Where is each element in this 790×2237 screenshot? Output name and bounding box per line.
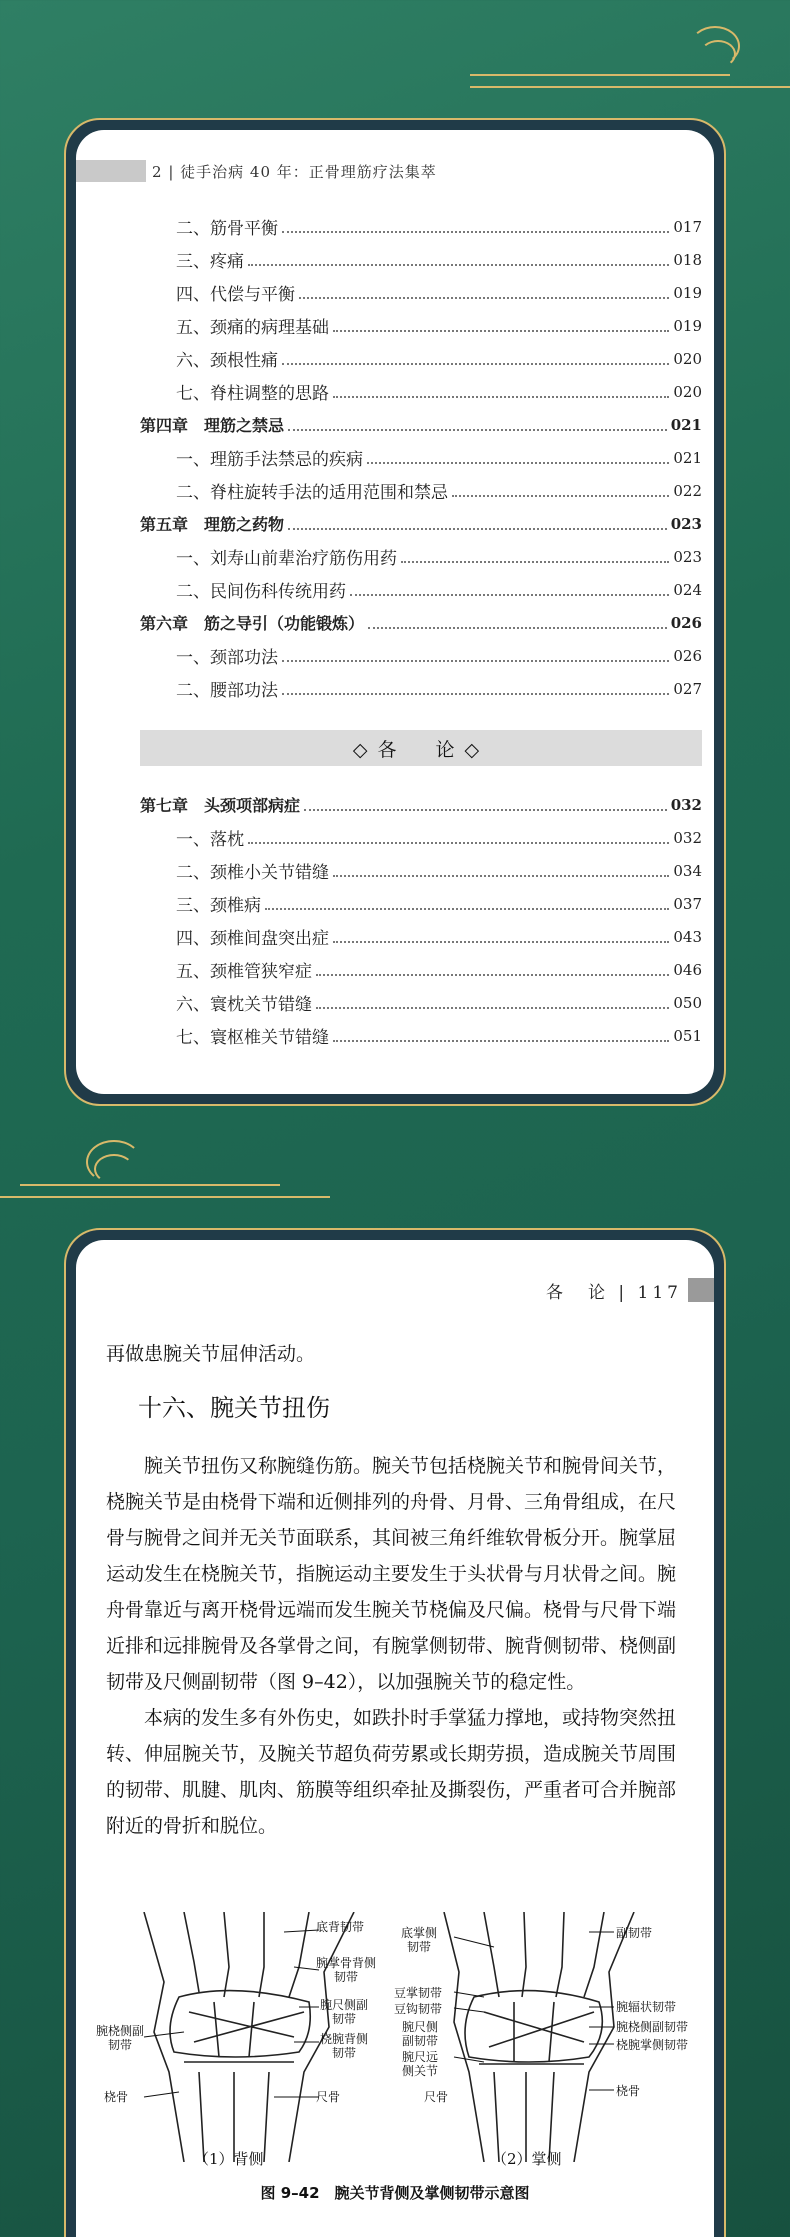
toc-title: 三、疼痛	[176, 252, 244, 272]
toc-page-number: 046	[673, 960, 702, 979]
toc-entry[interactable]	[140, 375, 702, 408]
toc-title: 第五章 理筋之药物	[140, 515, 285, 534]
header-text: 2 | 徒手治病 40 年：正骨理筋疗法集萃	[152, 162, 437, 181]
toc-title: 七、脊柱调整的思路	[176, 384, 329, 404]
toc-entry[interactable]	[140, 672, 702, 705]
toc-title: 二、腰部功法	[176, 681, 278, 701]
toc-title: 六、寰枕关节错缝	[176, 995, 312, 1015]
header-text: 各 论 | 117	[546, 1282, 682, 1303]
figure-label: 腕桡侧副韧带	[616, 2020, 689, 2034]
toc-title: 二、筋骨平衡	[176, 219, 278, 239]
toc-page-number: 020	[673, 349, 702, 368]
dot-leader	[288, 429, 667, 431]
figure-label: 腕尺侧副韧带	[319, 1998, 368, 2026]
toc-entry[interactable]	[140, 986, 702, 1019]
toc-page-number: 024	[673, 580, 702, 599]
toc-title: 四、代偿与平衡	[176, 285, 295, 305]
toc-entry[interactable]	[140, 639, 702, 672]
wrist-ligament-figure	[94, 1912, 696, 2212]
figure-label: 底背韧带	[316, 1920, 365, 1934]
toc-page-number: 018	[673, 250, 702, 269]
toc-page-number: 027	[673, 679, 702, 698]
toc-page-number: 034	[673, 861, 702, 880]
dot-leader	[288, 528, 667, 530]
dot-leader	[452, 495, 669, 497]
toc-title: 二、颈椎小关节错缝	[176, 863, 329, 883]
figure-label: 腕辐状韧带	[616, 2000, 677, 2014]
toc-page-number: 022	[673, 481, 702, 500]
toc-title: 一、刘寿山前辈治疗筋伤用药	[176, 549, 397, 569]
dot-leader	[401, 561, 669, 563]
text-page-card	[64, 1228, 726, 2237]
toc-entry[interactable]	[140, 210, 702, 243]
toc-title: 二、民间伤科传统用药	[176, 582, 346, 602]
figure-label: 桡腕背侧韧带	[319, 2032, 368, 2060]
figure-label: 桡骨	[616, 2084, 641, 2098]
dot-leader	[282, 693, 669, 695]
toc-entry[interactable]	[140, 540, 702, 573]
dot-leader	[333, 1040, 669, 1042]
dot-leader	[333, 941, 669, 943]
dot-leader	[282, 660, 669, 662]
toc-entry[interactable]	[140, 474, 702, 507]
toc-title: 七、寰枢椎关节错缝	[176, 1028, 329, 1048]
figure-label: 腕尺远侧关节	[401, 2050, 438, 2078]
toc-title: 二、脊柱旋转手法的适用范围和禁忌	[176, 483, 448, 503]
toc-title: 一、理筋手法禁忌的疾病	[176, 450, 363, 470]
toc-page-number: 020	[673, 382, 702, 401]
toc-entry[interactable]	[140, 243, 702, 276]
toc-title: 一、颈部功法	[176, 648, 278, 668]
section-heading: 十六、腕关节扭伤	[138, 1394, 330, 1422]
figure-label: 豆掌韧带	[394, 1986, 443, 2000]
toc-entry[interactable]	[140, 854, 702, 887]
figure-label: 桡骨	[104, 2090, 129, 2104]
figure-label: 豆钩韧带	[394, 2002, 443, 2016]
dot-leader	[316, 1007, 669, 1009]
figure-subcaption: （2）掌侧	[492, 2150, 562, 2168]
paragraph: 本病的发生多有外伤史，如跌扑时手掌猛力撑地，或持物突然扭转、伸屈腕关节，及腕关节超负荷劳累或长期劳损，造成腕关节周围的韧带、肌腱、肌肉、筋膜等组织牵扯及撕裂伤，严重者可合并腕部附近的骨折和脱位。	[106, 1707, 677, 1837]
toc-page	[76, 130, 714, 1094]
decorative-line	[470, 86, 790, 88]
toc-entry[interactable]	[140, 309, 702, 342]
decorative-curl	[94, 1154, 134, 1184]
toc-entry[interactable]	[140, 573, 702, 606]
figure-label: 腕桡侧副韧带	[95, 2024, 144, 2052]
figure-label: 尺骨	[424, 2090, 449, 2104]
toc-entry[interactable]	[140, 920, 702, 953]
toc-title: 三、颈椎病	[176, 896, 261, 916]
decorative-line	[20, 1184, 280, 1186]
decorative-line	[470, 74, 730, 76]
toc-page-number: 032	[673, 828, 702, 847]
toc-title: 第六章 筋之导引（功能锻炼）	[140, 614, 365, 633]
dot-leader	[368, 627, 667, 629]
toc-page-number: 026	[670, 613, 702, 632]
dot-leader	[333, 330, 669, 332]
toc-title: 第四章 理筋之禁忌	[140, 416, 285, 435]
text-page	[76, 1240, 714, 2237]
toc-title: 一、落枕	[176, 830, 244, 850]
dot-leader	[299, 297, 669, 299]
toc-chapter-entry[interactable]	[140, 606, 702, 639]
paragraph: 腕关节扭伤又称腕缝伤筋。腕关节包括桡腕关节和腕骨间关节，桡腕关节是由桡骨下端和近侧排列的舟骨、月骨、三角骨组成，在尺骨与腕骨之间并无关节面联系，其间被三角纤维软骨板分开。腕掌屈运动发生在桡腕关节，指腕运动主要发生于头状骨与月状骨之间。腕舟骨靠近与离开桡骨远端而发生腕关节桡偏及尺偏。桡骨与尺骨下端近排和远排腕骨及各掌骨之间，有腕掌侧韧带、腕背侧韧带、桡侧副韧带及尺侧副韧带（图 9–42），以加强腕关节的稳定性。	[106, 1455, 677, 1693]
toc-title: 第七章 头颈项部病症	[140, 796, 301, 815]
header-bar	[76, 160, 146, 182]
toc-entry[interactable]	[140, 1019, 702, 1052]
toc-title: 六、颈根性痛	[176, 351, 278, 371]
dot-leader	[248, 842, 669, 844]
figure-label: 尺骨	[316, 2090, 341, 2104]
toc-page-number: 017	[673, 217, 702, 236]
table-of-contents	[140, 210, 702, 1052]
figure-label: 副韧带	[616, 1926, 653, 1940]
dot-leader	[333, 396, 669, 398]
palmar-wrist-illustration	[414, 1912, 664, 2162]
toc-entry[interactable]	[140, 953, 702, 986]
dot-leader	[265, 908, 669, 910]
toc-page-number: 021	[670, 415, 702, 434]
toc-page-number: 019	[673, 283, 702, 302]
dot-leader	[333, 875, 669, 877]
toc-page-number: 037	[673, 894, 702, 913]
figure-label: 桡腕掌侧韧带	[616, 2038, 689, 2052]
toc-page-number: 021	[673, 448, 702, 467]
toc-page-number: 032	[670, 795, 702, 814]
toc-title: 四、颈椎间盘突出症	[176, 929, 329, 949]
page-header	[76, 160, 437, 182]
toc-page-number: 023	[673, 547, 702, 566]
figure-label: 底掌侧韧带	[400, 1926, 437, 1954]
toc-entry[interactable]	[140, 441, 702, 474]
toc-chapter-entry[interactable]	[140, 788, 702, 821]
toc-page-number: 019	[673, 316, 702, 335]
toc-page-card	[64, 118, 726, 1106]
toc-entry[interactable]	[140, 342, 702, 375]
section-title-bar	[140, 730, 702, 766]
toc-chapter-entry[interactable]	[140, 408, 702, 441]
toc-page-number: 023	[670, 514, 702, 533]
decorative-line	[0, 1196, 330, 1198]
dot-leader	[248, 264, 669, 266]
dot-leader	[367, 462, 669, 464]
toc-title: 五、颈痛的病理基础	[176, 318, 329, 338]
first-line: 再做患腕关节屈伸活动。	[106, 1343, 316, 1365]
body-paragraphs	[106, 1448, 686, 1844]
figure-label: 腕尺侧副韧带	[401, 2020, 438, 2048]
page-header	[546, 1278, 714, 1302]
figure-subcaption: （1）背侧	[194, 2150, 264, 2168]
decorative-curl	[700, 40, 736, 68]
toc-entry[interactable]	[140, 276, 702, 309]
toc-entry[interactable]	[140, 887, 702, 920]
dot-leader	[282, 363, 669, 365]
figure-caption: 图 9–42 腕关节背侧及掌侧韧带示意图	[260, 2184, 530, 2202]
dot-leader	[316, 974, 669, 976]
header-bar	[688, 1278, 714, 1302]
figure-label: 腕掌骨背侧韧带	[316, 1956, 377, 1984]
toc-page-number: 043	[673, 927, 702, 946]
toc-page-number: 051	[673, 1026, 702, 1045]
toc-page-number: 050	[673, 993, 702, 1012]
toc-title: 五、颈椎管狭窄症	[176, 962, 312, 982]
toc-chapter-entry[interactable]	[140, 507, 702, 540]
toc-page-number: 026	[673, 646, 702, 665]
dot-leader	[350, 594, 669, 596]
dot-leader	[304, 809, 667, 811]
dot-leader	[282, 231, 669, 233]
toc-entry[interactable]	[140, 821, 702, 854]
section-title: ◇各 论◇	[352, 738, 490, 761]
